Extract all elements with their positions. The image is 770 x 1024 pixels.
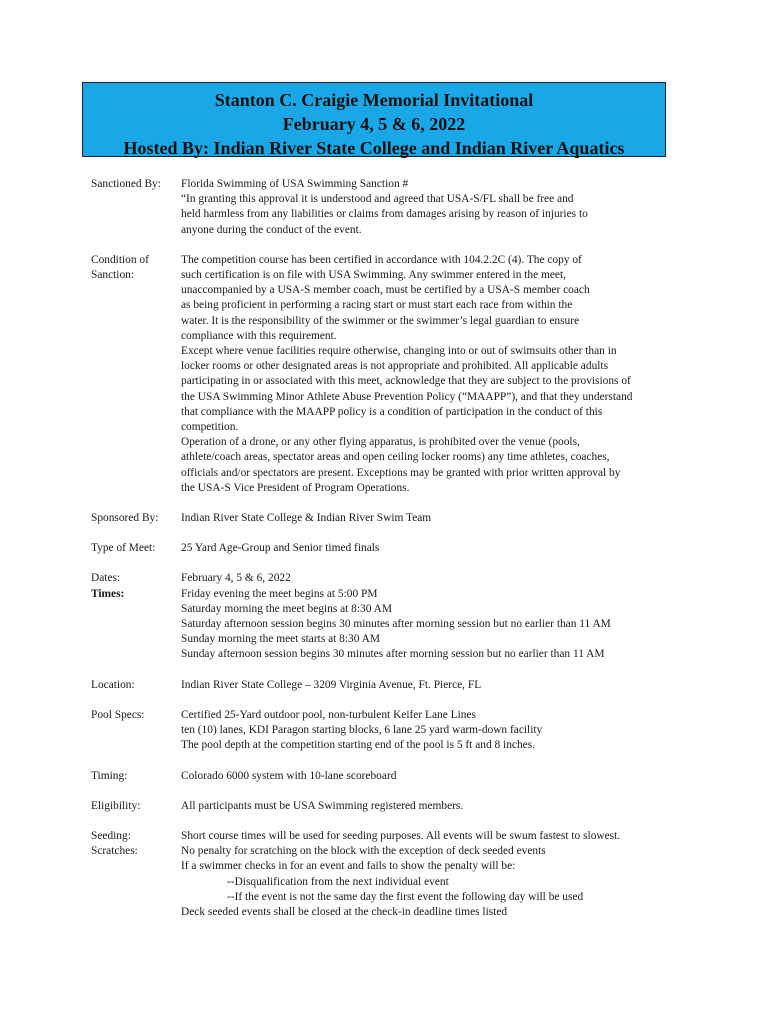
dates-line: Saturday morning the meet begins at 8:30 AM (181, 602, 393, 615)
seeding-subline: --If the event is not the same day the first event the following day will be used (227, 890, 584, 903)
dates-line: Saturday afternoon session begins 30 minutes after morning session but no earlier than 11 AM (181, 618, 611, 631)
sponsored-label: Sponsored By: (91, 512, 159, 525)
timing-section (91, 769, 691, 784)
sanctioned-line: anyone during the conduct of the event. (181, 223, 362, 236)
condition-line: as being proficient in performing a racing start or must start each race from within the (181, 299, 573, 312)
seeding-line: No penalty for scratching on the block with the exception of deck seeded events (181, 845, 546, 858)
eligibility-section (91, 799, 691, 814)
condition-line: Except where venue facilities require otherwise, changing into or out of swimsuits other than in (181, 345, 617, 358)
sanctioned-line: “In granting this approval it is understood and agreed that USA-S/FL shall be free and (181, 193, 574, 206)
condition-line: officials and/or spectators are present. Exceptions may be granted with prior written approval by (181, 466, 621, 479)
location-value: Indian River State College – 3209 Virginia Avenue, Ft. Pierce, FL (181, 678, 482, 691)
sponsored-value: Indian River State College & Indian River Swim Team (181, 512, 432, 525)
condition-line: athlete/coach areas, spectator areas and open ceiling locker rooms) any time athletes, coaches, (181, 451, 610, 464)
condition-line: the USA-S Vice President of Program Operations. (181, 481, 410, 494)
timing-value: Colorado 6000 system with 10-lane scoreboard (181, 769, 397, 782)
eligibility-label: Eligibility: (91, 799, 141, 812)
meet-info (91, 177, 691, 920)
condition-line: participating in or associated with this meet, acknowledge that they are subject to the provisions of (181, 375, 631, 388)
location-section (91, 678, 691, 693)
pool-value (181, 708, 691, 754)
dates-section (91, 571, 691, 662)
type-value: 25 Yard Age-Group and Senior timed finals (181, 542, 380, 555)
meet-host: Hosted By: Indian River State College and Indian River Aquatics (123, 138, 625, 158)
dates-line: Friday evening the meet begins at 5:00 PM (181, 587, 378, 600)
timing-label: Timing: (91, 769, 128, 782)
condition-section (91, 253, 691, 496)
condition-line: Operation of a drone, or any other flying apparatus, is prohibited over the venue (pools, (181, 436, 580, 449)
sanctioned-line: held harmless from any liabilities or claims from damages arising by reason of injuries to (181, 208, 588, 221)
scratches-label: Scratches: (91, 845, 138, 858)
condition-line: the USA Swimming Minor Athlete Abuse Prevention Policy (“MAAPP”), and that they understand (181, 390, 633, 403)
condition-value (181, 253, 691, 496)
pool-section (91, 708, 691, 754)
type-section (91, 541, 691, 556)
sponsored-section (91, 511, 691, 526)
seeding-value (181, 829, 691, 920)
condition-label-line1: Condition of (91, 253, 149, 266)
sanctioned-section (91, 177, 691, 238)
condition-line: competition. (181, 421, 239, 434)
meet-title: Stanton C. Craigie Memorial Invitational (214, 90, 534, 110)
dates-value (181, 571, 691, 662)
seeding-label-line1: Seeding: (91, 829, 131, 842)
sanctioned-value (181, 177, 691, 238)
condition-label-line2: Sanction: (91, 269, 135, 282)
dates-line: Sunday morning the meet starts at 8:30 AM (181, 633, 380, 646)
times-label: Times: (91, 587, 125, 600)
location-label: Location: (91, 678, 135, 691)
condition-line: unaccompanied by a USA-S member coach, must be certified by a USA-S member coach (181, 284, 590, 297)
sanctioned-line: Florida Swimming of USA Swimming Sanction # (181, 178, 409, 190)
condition-line: such certification is on file with USA Swimming. Any swimmer entered in the meet, (181, 269, 567, 282)
seeding-line: Short course times will be used for seeding purposes. All events will be swum fastest to slowest. (181, 829, 621, 842)
seeding-section (91, 829, 691, 920)
condition-line: The competition course has been certified in accordance with 104.2.2C (4). The copy of (181, 253, 582, 266)
pool-label: Pool Specs: (91, 708, 145, 721)
pool-line: ten (10) lanes, KDI Paragon starting blocks, 6 lane 25 yard warm-down facility (181, 724, 543, 737)
sanctioned-label: Sanctioned By: (91, 178, 161, 190)
dates-label (91, 571, 181, 662)
dates-line: February 4, 5 & 6, 2022 (181, 572, 291, 585)
meet-header (82, 82, 666, 157)
pool-line: Certified 25-Yard outdoor pool, non-turbulent Keifer Lane Lines (181, 708, 476, 721)
seeding-line: If a swimmer checks in for an event and fails to show the penalty will be: (181, 860, 516, 873)
eligibility-value: All participants must be USA Swimming registered members. (181, 799, 464, 812)
type-label: Type of Meet: (91, 542, 156, 555)
condition-line: locker rooms or other designated areas is not appropriate and prohibited. All applicable adults (181, 360, 609, 373)
meet-dates: February 4, 5 & 6, 2022 (282, 114, 466, 134)
pool-line: The pool depth at the competition starting end of the pool is 5 ft and 8 inches. (181, 739, 535, 752)
dates-line: Sunday afternoon session begins 30 minutes after morning session but no earlier than 11 AM (181, 648, 605, 661)
dates-label-line1: Dates: (91, 572, 121, 585)
seeding-label (91, 829, 181, 920)
seeding-subline: --Disqualification from the next individual event (227, 875, 449, 888)
condition-line: compliance with this requirement. (181, 329, 337, 342)
seeding-line: Deck seeded events shall be closed at the check-in deadline times listed (181, 905, 508, 918)
condition-line: that compliance with the MAAPP policy is a condition of participation in the conduct of this (181, 405, 603, 418)
condition-label (91, 253, 181, 496)
condition-line: water. It is the responsibility of the swimmer or the swimmer’s legal guardian to ensure (181, 314, 580, 327)
